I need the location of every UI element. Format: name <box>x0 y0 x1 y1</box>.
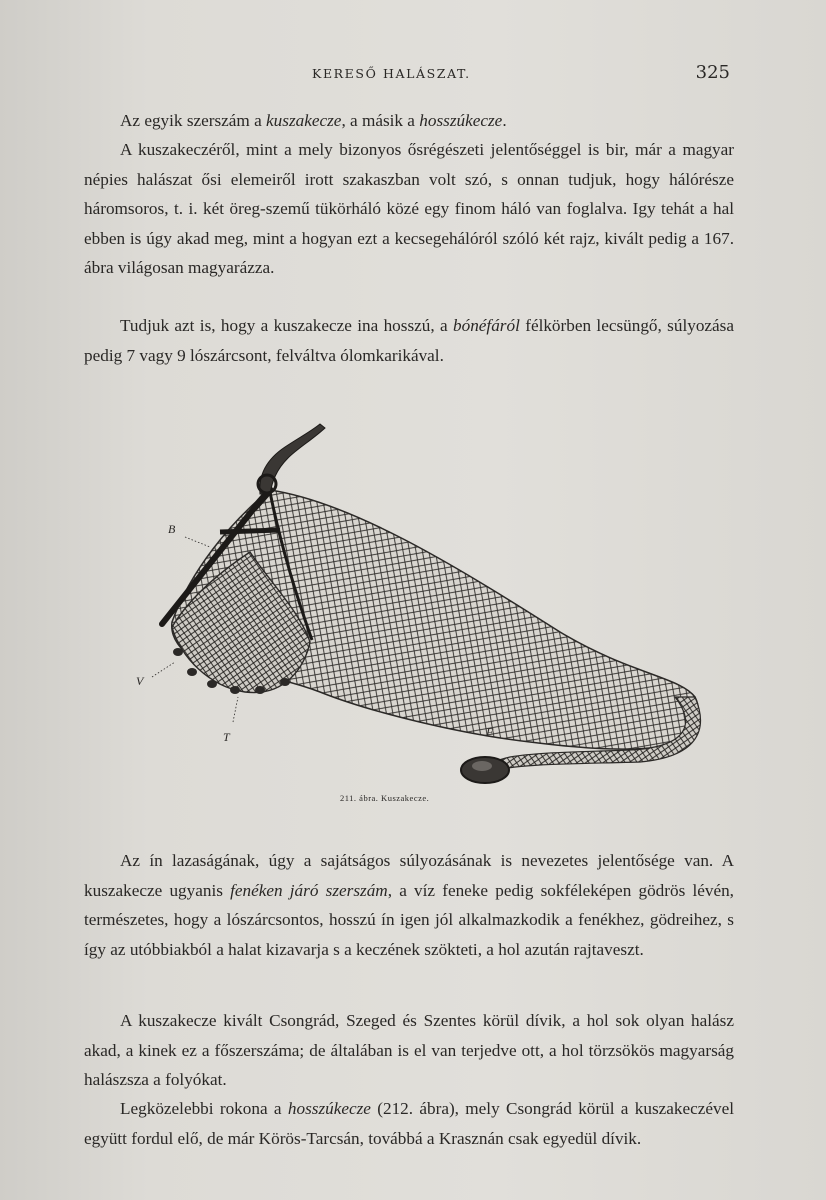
figure-label-v: V <box>136 674 144 688</box>
figure-caption: 211. ábra. Kuszakecze. <box>340 793 430 803</box>
text-run: Tudjuk azt is, hogy a kuszakecze ina hosszú, a <box>120 316 454 335</box>
net-illustration <box>120 412 720 812</box>
handle-rope <box>260 424 325 494</box>
paragraph-6 <box>84 1094 734 1153</box>
text-run: félkörben lecsüngő, súlyozása pedig 7 vagy 9 lószárcsont, felváltva ólomkarikával. <box>84 316 734 365</box>
italic-term: kuszakecze <box>266 111 342 130</box>
paragraph-4 <box>84 846 734 964</box>
italic-term: hosszúkecze <box>287 1099 371 1118</box>
paragraph-5: A kuszakecze kivált Csongrád, Szeged és Szentes körül dívik, a hol sok olyan halász akad, a kinek ez a főszerszáma; de általában is el van terjedve ott, a hol törzsökös magyarság halászsza a folyókat. <box>84 1011 734 1089</box>
italic-term: fenéken járó szerszám <box>230 880 388 900</box>
text-run: Az egyik szerszám a <box>120 111 267 130</box>
paragraph-3 <box>84 311 734 370</box>
text-run: (212. ábra), mely Csongrád körül a kuszakeczével együtt fordul elő, de már Körös-Tarcsán, továbbá a Krasznán csak egyedül dívik. <box>84 1099 735 1148</box>
figure-label-b: B <box>168 522 176 536</box>
figure-label-t: T <box>223 730 230 744</box>
net-figure <box>120 412 720 812</box>
text-run: Az ín lazaságának, úgy a sajátságos súlyozásának is nevezetes jelentősége van. A kuszakecze ugyanis <box>84 851 734 900</box>
running-head <box>84 62 734 86</box>
text-run: , a másik a <box>341 111 420 130</box>
text-run: . <box>502 111 507 130</box>
figure-label-f: F <box>486 725 494 739</box>
italic-term: hosszúkecze <box>419 111 503 130</box>
running-title: KERESŐ HALÁSZAT. <box>312 66 471 81</box>
italic-term: bónéfáról <box>453 316 520 335</box>
page-number: 325 <box>695 62 730 83</box>
frame-crossbar <box>220 530 280 532</box>
paragraph-1 <box>84 106 734 136</box>
text-run: Legközelebbi rokona a <box>120 1099 288 1118</box>
paragraph-2: A kuszakeczéről, mint a mely bizonyos ősrégészeti jelentőséggel is bir, már a magyar népies halászat ősi elemeiről irott szakaszban volt szó, s onnan tudjuk, hogy hálórésze háromsoros, t. i. két öreg-szemű tükörháló közé egy finom háló van foglalva. Igy tehát a hal ebben is úgy akad meg, mint a hogyan ezt a kecsegehálóról szóló két rajz, kivált pedig a 167. ábra világosan magyarázza. <box>84 140 734 277</box>
text-run: , a víz feneke pedig sokféleképen gödrös lévén, természetes, hogy a lószárcsontos, hosszú ín igen jól alkalmazkodik a fenékhez, gödreihez, s így az utóbbiakból a halat kizavarja s a keczének szökteti, a hol azután rajtaveszt. <box>84 880 734 959</box>
